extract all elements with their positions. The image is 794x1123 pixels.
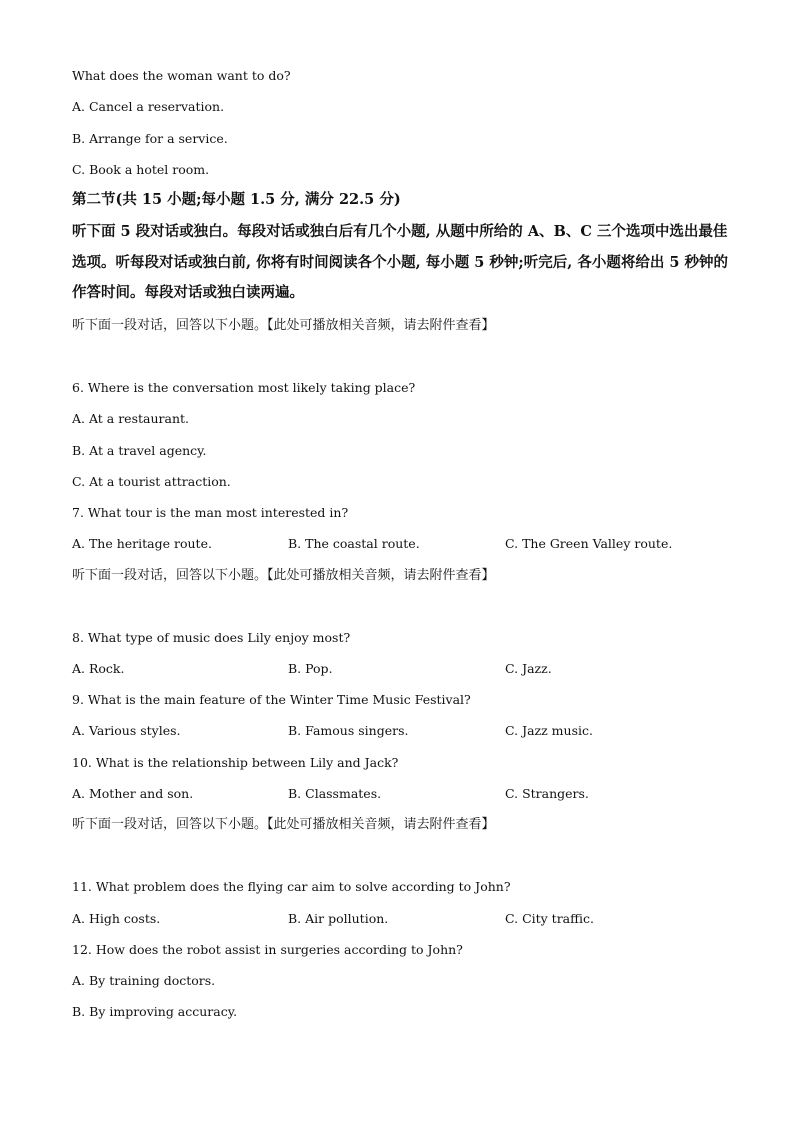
question-11-option-a: A. High costs. [72,911,161,926]
section-2-title: 第二节(共 15 小题;每小题 1.5 分, 满分 22.5 分) [72,191,401,208]
question-10-options [72,786,732,802]
question-9-option-b: B. Famous singers. [288,723,409,738]
question-8-options [72,661,732,677]
question-6-option-a: A. At a restaurant. [72,411,189,426]
question-11-text: 11. What problem does the flying car aim to solve according to John? [72,879,511,894]
question-5-option-b: B. Arrange for a service. [72,131,228,146]
question-6-option-c: C. At a tourist attraction. [72,474,231,489]
question-7-option-c: C. The Green Valley route. [505,536,673,551]
question-9-options [72,723,732,739]
question-8-text: 8. What type of music does Lily enjoy most? [72,630,351,645]
question-11-option-b: B. Air pollution. [288,911,389,926]
question-10-option-a: A. Mother and son. [72,786,194,801]
section-2-instruction: 听下面 5 段对话或独白。每段对话或独白后有几个小题, 从题中所给的 A、B、C 三个选项中选出最佳选项。听每段对话或独白前, 你将有时间阅读各个小题, 每小题 5 秒钟;听完后, 各小题将给出 5 秒钟的作答时间。每段对话或独白读两遍。 [72,223,729,301]
question-7-option-a: A. The heritage route. [72,536,212,551]
audio-note-2: 听下面一段对话，回答以下小题。【此处可播放相关音频，请去附件查看】 [72,568,495,583]
audio-note-3: 听下面一段对话，回答以下小题。【此处可播放相关音频，请去附件查看】 [72,817,495,832]
question-12-option-a: A. By training doctors. [72,973,216,988]
question-11-option-c: C. City traffic. [505,911,594,926]
question-7-options [72,536,732,552]
question-6-option-b: B. At a travel agency. [72,443,207,458]
question-5-option-a: A. Cancel a reservation. [72,99,225,114]
question-10-option-c: C. Strangers. [505,786,589,801]
question-7-text: 7. What tour is the man most interested in? [72,505,349,520]
question-5-text: What does the woman want to do? [72,68,291,83]
audio-note-1: 听下面一段对话，回答以下小题。【此处可播放相关音频，请去附件查看】 [72,318,495,333]
question-9-text: 9. What is the main feature of the Winter Time Music Festival? [72,692,471,707]
question-6-text: 6. Where is the conversation most likely taking place? [72,380,416,395]
question-8-option-c: C. Jazz. [505,661,552,676]
question-7-option-b: B. The coastal route. [288,536,420,551]
question-11-options [72,911,732,927]
question-5-option-c: C. Book a hotel room. [72,162,210,177]
question-9-option-a: A. Various styles. [72,723,181,738]
question-8-option-b: B. Pop. [288,661,333,676]
question-12-option-b: B. By improving accuracy. [72,1004,238,1019]
question-10-text: 10. What is the relationship between Lily and Jack? [72,755,399,770]
question-9-option-c: C. Jazz music. [505,723,593,738]
question-10-option-b: B. Classmates. [288,786,382,801]
question-8-option-a: A. Rock. [72,661,125,676]
question-12-text: 12. How does the robot assist in surgeries according to John? [72,942,463,957]
